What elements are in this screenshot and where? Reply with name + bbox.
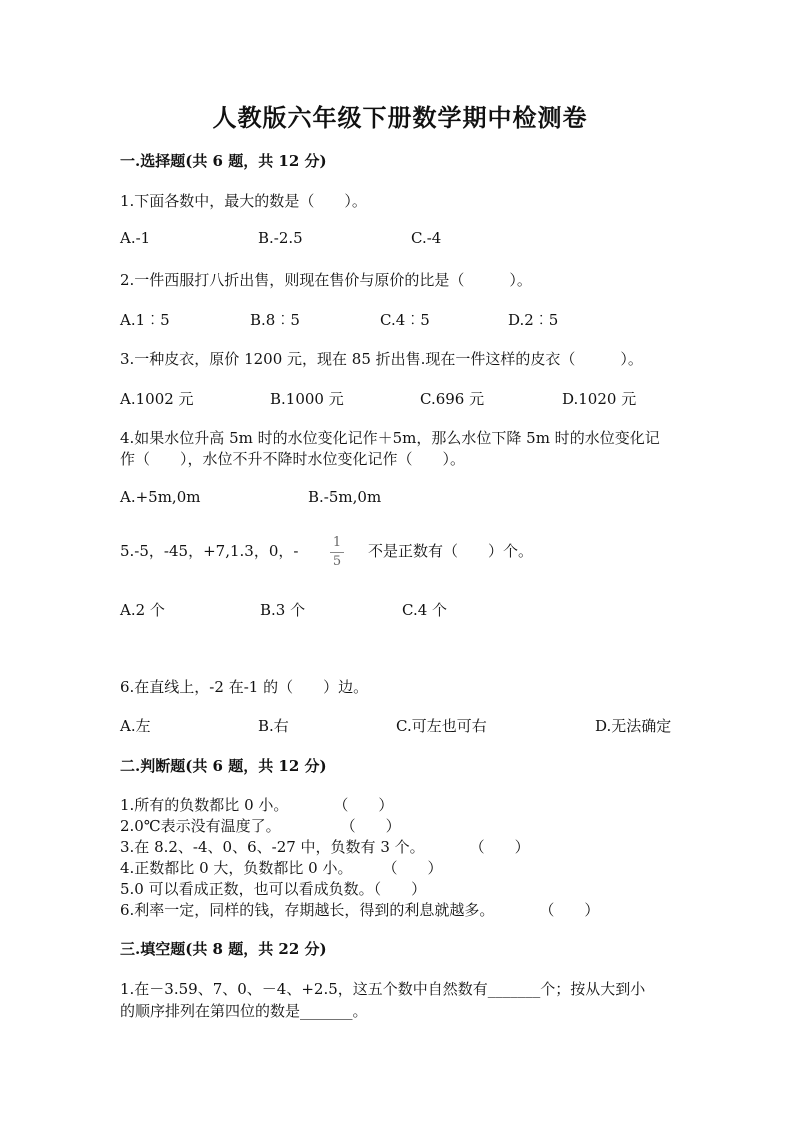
fill-question-1-line-2: 的顺序排列在第四位的数是_______。	[120, 1002, 368, 1020]
q6-option-a: A.左	[120, 717, 151, 735]
question-2: 2.一件西服打八折出售，则现在售价与原价的比是（ ）。	[120, 271, 532, 289]
q1-option-a: A.-1	[120, 229, 151, 247]
q3-option-c: C.696 元	[420, 390, 485, 408]
question-5-tail: 不是正数有（ ）个。	[368, 542, 534, 560]
section-heading-judgement: 二.判断题(共 6 题，共 12 分)	[120, 757, 327, 775]
q5-option-c: C.4 个	[402, 601, 448, 619]
judgement-item-3: 3.在 8.2、-4、0、6、-27 中，负数有 3 个。 （ ）	[120, 838, 530, 856]
section-heading-fill-in: 三.填空题(共 8 题，共 22 分)	[120, 940, 327, 958]
judgement-item-1: 1.所有的负数都比 0 小。 （ ）	[120, 796, 394, 814]
fraction-denominator: 5	[332, 554, 342, 569]
page-title: 人教版六年级下册数学期中检测卷	[212, 103, 588, 132]
judgement-item-2: 2.0℃表示没有温度了。 （ ）	[120, 817, 401, 835]
q6-option-d: D.无法确定	[595, 717, 672, 735]
q6-option-c: C.可左也可右	[396, 717, 487, 735]
q2-option-b: B.8︰5	[250, 311, 300, 329]
q3-option-d: D.1020 元	[562, 390, 637, 408]
section-heading-choice: 一.选择题(共 6 题，共 12 分)	[120, 152, 327, 170]
question-4-line-1: 4.如果水位升高 5m 时的水位变化记作＋5m，那么水位下降 5m 时的水位变化记	[120, 429, 660, 447]
q5-option-a: A.2 个	[120, 601, 165, 619]
q2-option-c: C.4︰5	[380, 311, 430, 329]
q1-option-c: C.-4	[411, 229, 442, 247]
q1-option-b: B.-2.5	[258, 229, 303, 247]
question-6: 6.在直线上，-2 在-1 的（ ）边。	[120, 678, 369, 696]
fill-question-1-line-1: 1.在－3.59、7、0、－4、+2.5，这五个数中自然数有_______个；按从大到小	[120, 980, 646, 998]
question-4-line-2: 作（ ），水位不升不降时水位变化记作（ ）。	[120, 450, 466, 468]
fraction-one-fifth	[330, 535, 344, 570]
question-1: 1.下面各数中，最大的数是（ ）。	[120, 192, 367, 210]
fraction-bar	[330, 552, 344, 553]
judgement-item-6: 6.利率一定，同样的钱，存期越长，得到的利息就越多。 （ ）	[120, 901, 600, 919]
q4-option-b: B.-5m,0m	[308, 488, 382, 506]
q3-option-b: B.1000 元	[270, 390, 344, 408]
q6-option-b: B.右	[258, 717, 289, 735]
fraction-numerator: 1	[332, 535, 342, 550]
question-5: 5.-5，-45，+7,1.3，0，-	[120, 542, 299, 560]
judgement-item-5: 5.0 可以看成正数，也可以看成负数。（ ）	[120, 880, 427, 898]
q4-option-a: A.+5m,0m	[120, 488, 201, 506]
q2-option-d: D.2︰5	[508, 311, 559, 329]
q2-option-a: A.1︰5	[120, 311, 170, 329]
q5-option-b: B.3 个	[260, 601, 306, 619]
q3-option-a: A.1002 元	[120, 390, 194, 408]
question-3: 3.一种皮衣，原价 1200 元，现在 85 折出售.现在一件这样的皮衣（ ）。	[120, 350, 643, 368]
judgement-item-4: 4.正数都比 0 大，负数都比 0 小。 （ ）	[120, 859, 443, 877]
